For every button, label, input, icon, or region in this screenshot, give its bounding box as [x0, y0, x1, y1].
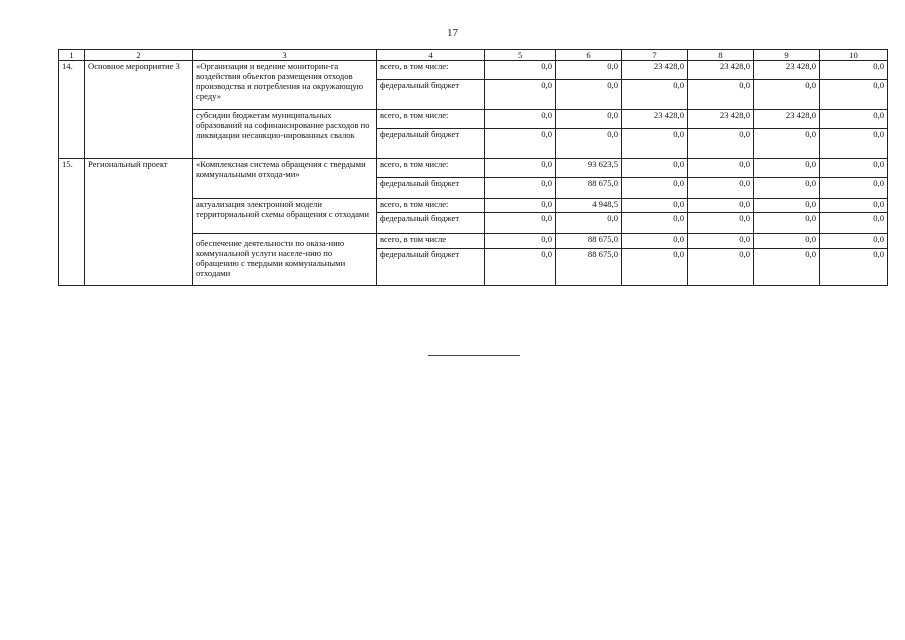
value-cell: 0,0	[820, 234, 888, 249]
value-cell: 0,0	[485, 80, 556, 110]
value-cell: 0,0	[556, 129, 622, 159]
value-cell: 0,0	[820, 129, 888, 159]
column-number-row	[59, 50, 888, 61]
row-number: 15.	[59, 159, 85, 286]
page-number: 17	[447, 27, 458, 39]
value-cell: 23 428,0	[688, 110, 754, 129]
column-number: 10	[820, 50, 888, 61]
funding-label: федеральный бюджет	[377, 178, 485, 199]
funding-label: всего, в том числе:	[377, 159, 485, 178]
column-number: 7	[622, 50, 688, 61]
funding-label: федеральный бюджет	[377, 249, 485, 286]
column-number: 8	[688, 50, 754, 61]
funding-label: всего, в том числе:	[377, 110, 485, 129]
table-row	[59, 61, 888, 80]
value-cell: 0,0	[485, 178, 556, 199]
item-description: субсидии бюджетам муниципальных образований на софинансирование расходов по ликвидации несанкцио-нированных свалок	[193, 110, 377, 159]
funding-label: всего, в том числе:	[377, 199, 485, 213]
separator-line	[428, 355, 520, 356]
value-cell: 0,0	[688, 80, 754, 110]
funding-label: федеральный бюджет	[377, 129, 485, 159]
value-cell: 0,0	[688, 249, 754, 286]
value-cell: 0,0	[485, 249, 556, 286]
value-cell: 0,0	[485, 213, 556, 234]
funding-label: федеральный бюджет	[377, 213, 485, 234]
table-row	[59, 159, 888, 178]
column-number: 5	[485, 50, 556, 61]
value-cell: 0,0	[622, 199, 688, 213]
value-cell: 0,0	[820, 249, 888, 286]
value-cell: 0,0	[688, 129, 754, 159]
item-description: «Комплексная система обращения с твердыми коммунальными отхода-ми»	[193, 159, 377, 199]
value-cell: 0,0	[485, 61, 556, 80]
value-cell: 0,0	[688, 213, 754, 234]
activity-name: Региональный проект	[85, 159, 193, 286]
column-number: 9	[754, 50, 820, 61]
value-cell: 0,0	[485, 234, 556, 249]
value-cell: 0,0	[820, 199, 888, 213]
value-cell: 0,0	[622, 234, 688, 249]
column-number: 6	[556, 50, 622, 61]
value-cell: 0,0	[820, 159, 888, 178]
value-cell: 0,0	[754, 129, 820, 159]
value-cell: 0,0	[820, 61, 888, 80]
value-cell: 0,0	[820, 178, 888, 199]
value-cell: 88 675,0	[556, 178, 622, 199]
value-cell: 0,0	[556, 213, 622, 234]
value-cell: 23 428,0	[622, 61, 688, 80]
funding-label: федеральный бюджет	[377, 80, 485, 110]
value-cell: 23 428,0	[622, 110, 688, 129]
value-cell: 93 623,5	[556, 159, 622, 178]
value-cell: 88 675,0	[556, 234, 622, 249]
item-description: обеспечение деятельности по оказа-нию коммунальной услуги населе-нию по обращению с твердыми коммунальными отходами	[193, 234, 377, 286]
value-cell: 0,0	[688, 159, 754, 178]
value-cell: 0,0	[622, 213, 688, 234]
activity-name: Основное мероприятие 3	[85, 61, 193, 159]
item-description: актуализация электронной модели территориальной схемы обращения с отходами	[193, 199, 377, 234]
value-cell: 0,0	[485, 159, 556, 178]
value-cell: 0,0	[485, 199, 556, 213]
value-cell: 0,0	[485, 129, 556, 159]
value-cell: 0,0	[820, 110, 888, 129]
item-description: «Организация и ведение мониторин-га воздействия объектов размещения отходов производства и потребления на окружающую среду»	[193, 61, 377, 110]
column-number: 3	[193, 50, 377, 61]
column-number: 1	[59, 50, 85, 61]
value-cell: 0,0	[820, 213, 888, 234]
column-number: 4	[377, 50, 485, 61]
value-cell: 23 428,0	[754, 110, 820, 129]
row-number: 14.	[59, 61, 85, 159]
value-cell: 23 428,0	[754, 61, 820, 80]
value-cell: 0,0	[754, 80, 820, 110]
value-cell: 0,0	[688, 199, 754, 213]
value-cell: 0,0	[485, 110, 556, 129]
value-cell: 88 675,0	[556, 249, 622, 286]
value-cell: 0,0	[754, 178, 820, 199]
value-cell: 0,0	[688, 178, 754, 199]
budget-table	[58, 49, 888, 286]
value-cell: 4 948,5	[556, 199, 622, 213]
value-cell: 23 428,0	[688, 61, 754, 80]
value-cell: 0,0	[622, 178, 688, 199]
value-cell: 0,0	[556, 61, 622, 80]
value-cell: 0,0	[754, 159, 820, 178]
value-cell: 0,0	[622, 129, 688, 159]
value-cell: 0,0	[820, 80, 888, 110]
funding-label: всего, в том числе	[377, 234, 485, 249]
value-cell: 0,0	[754, 249, 820, 286]
value-cell: 0,0	[622, 80, 688, 110]
value-cell: 0,0	[622, 249, 688, 286]
value-cell: 0,0	[688, 234, 754, 249]
value-cell: 0,0	[754, 234, 820, 249]
column-number: 2	[85, 50, 193, 61]
value-cell: 0,0	[622, 159, 688, 178]
value-cell: 0,0	[754, 213, 820, 234]
value-cell: 0,0	[556, 80, 622, 110]
value-cell: 0,0	[754, 199, 820, 213]
value-cell: 0,0	[556, 110, 622, 129]
funding-label: всего, в том числе:	[377, 61, 485, 80]
